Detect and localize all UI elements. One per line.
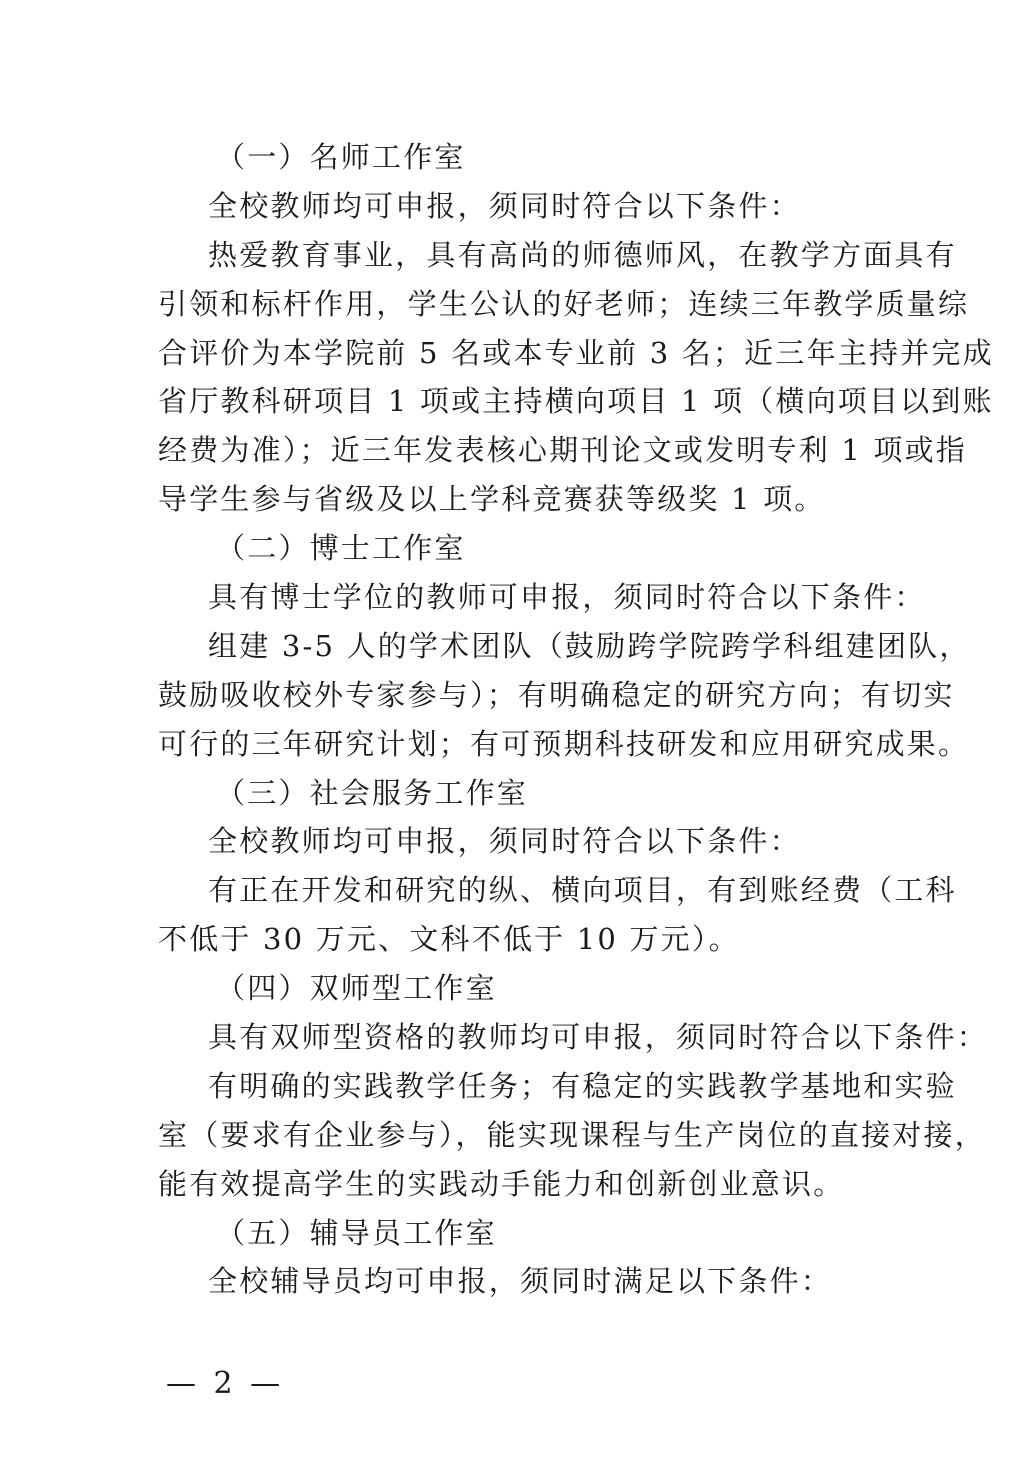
section-heading: （二）博士工作室 bbox=[216, 531, 466, 566]
text-line: 不低于 30 万元、文科不低于 10 万元）。 bbox=[158, 922, 740, 957]
paragraph bbox=[158, 1013, 989, 1062]
paragraph bbox=[158, 622, 971, 769]
text-line: 热爱教育事业，具有高尚的师德师风，在教学方面具有 bbox=[208, 237, 957, 272]
text-line: 全校教师均可申报，须同时符合以下条件： bbox=[208, 188, 801, 223]
text-line: 鼓励吸收校外专家参与）；有明确稳定的研究方向；有切实 bbox=[158, 677, 955, 712]
section-heading: （三）社会服务工作室 bbox=[216, 775, 529, 810]
text-line: 导学生参与省级及以上学科竞赛获等级奖 1 项。 bbox=[158, 482, 826, 517]
text-line: 能有效提高学生的实践动手能力和创新创业意识。 bbox=[158, 1166, 845, 1201]
paragraph bbox=[158, 866, 957, 964]
text-line: 室（要求有企业参与），能实现课程与生产岗位的直接对接， bbox=[158, 1117, 986, 1152]
paragraph bbox=[158, 231, 994, 524]
text-line: 省厅教科研项目 1 项或主持横向项目 1 项（横向项目以到账 bbox=[158, 384, 994, 419]
section-heading: （一）名师工作室 bbox=[216, 140, 466, 174]
text-line: 引领和标杆作用，学生公认的好老师；连续三年教学质量综 bbox=[158, 286, 970, 321]
text-line: 全校教师均可申报，须同时符合以下条件： bbox=[208, 824, 801, 859]
text-line: 具有双师型资格的教师均可申报，须同时符合以下条件： bbox=[208, 1020, 989, 1055]
paragraph bbox=[158, 573, 926, 622]
page-number: — 2 — bbox=[166, 1366, 285, 1401]
text-line: 组建 3-5 人的学术团队（鼓励跨学院跨学科组建团队， bbox=[208, 628, 971, 663]
text-line: 具有博士学位的教师可申报，须同时符合以下条件： bbox=[208, 580, 926, 615]
paragraph bbox=[158, 817, 888, 866]
text-line: 全校辅导员均可申报，须同时满足以下条件： bbox=[208, 1264, 833, 1299]
paragraph bbox=[158, 1257, 888, 1306]
text-line: 有正在开发和研究的纵、横向项目，有到账经费（工科 bbox=[208, 873, 957, 908]
section-heading: （五）辅导员工作室 bbox=[216, 1215, 497, 1250]
document-body bbox=[158, 133, 994, 1306]
text-line: 有明确的实践教学任务；有稳定的实践教学基地和实验 bbox=[208, 1068, 957, 1103]
text-line: 经费为准）；近三年发表核心期刊论文或发明专利 1 项或指 bbox=[158, 433, 967, 468]
section-heading: （四）双师型工作室 bbox=[216, 971, 497, 1006]
text-line: 可行的三年研究计划；有可预期科技研发和应用研究成果。 bbox=[158, 726, 970, 761]
text-line: 合评价为本学院前 5 名或本专业前 3 名；近三年主持并完成 bbox=[158, 335, 994, 370]
paragraph bbox=[158, 182, 888, 231]
paragraph bbox=[158, 1062, 986, 1209]
